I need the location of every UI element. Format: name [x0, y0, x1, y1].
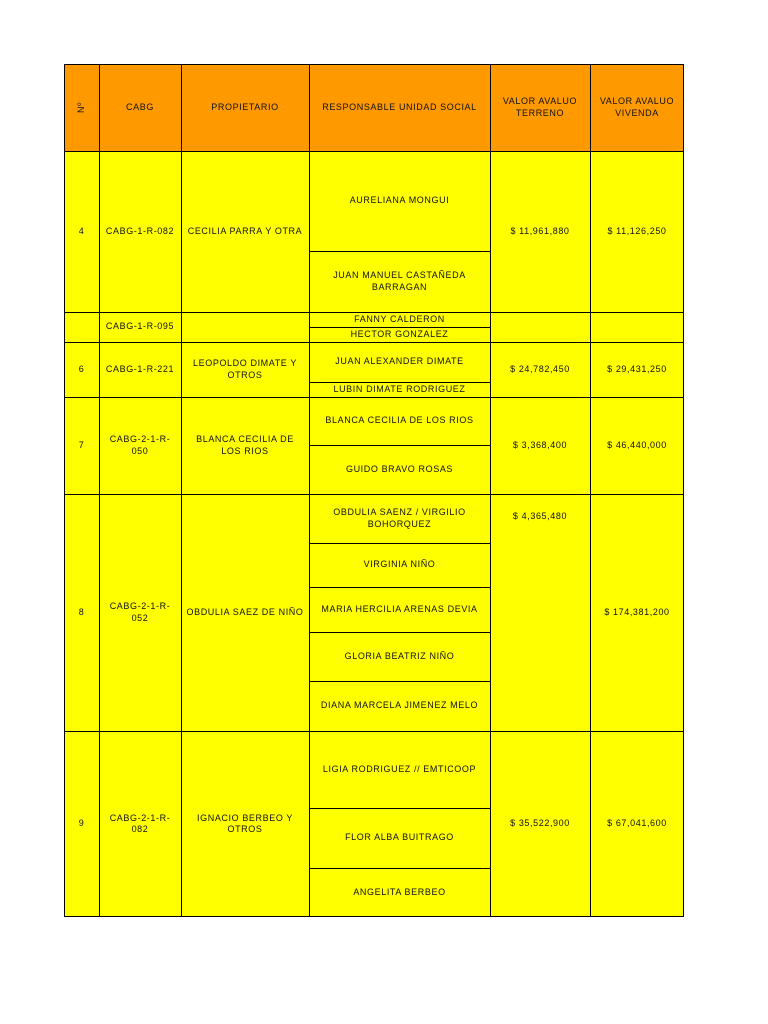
row-7-valor-terreno: $ 3,368,400: [512, 439, 568, 450]
row-9-responsable-2: FLOR ALBA BUITRAGO: [345, 832, 454, 843]
row-9-cabg: CABG-2-1-R-082: [109, 812, 171, 834]
row-9-valor-vivienda: $ 67,041,600: [607, 818, 667, 829]
grid-line: [181, 64, 182, 917]
grid-line: [309, 445, 490, 446]
row-7-responsable-1: BLANCA CECILIA DE LOS RIOS: [325, 415, 474, 426]
grid-line: [309, 681, 490, 682]
header-cabg: CABG: [126, 101, 154, 112]
row-8-propietario: OBDULIA SAEZ DE NIÑO: [186, 606, 304, 617]
grid-line: [309, 543, 490, 544]
grid-line: [64, 151, 684, 152]
grid-line: [64, 916, 684, 917]
grid-line: [64, 494, 684, 495]
grid-line: [309, 327, 490, 328]
row-5-no: [64, 312, 99, 342]
grid-line: [490, 64, 491, 917]
grid-line: [99, 64, 100, 917]
grid-line: [309, 632, 490, 633]
row-6-valor-vivienda: $ 29,431,250: [607, 363, 667, 374]
row-6-valor-terreno: $ 24,782,450: [510, 363, 570, 374]
grid-line: [64, 64, 65, 917]
row-8-responsable-5: DIANA MARCELA JIMENEZ MELO: [320, 700, 479, 711]
grid-line: [590, 64, 591, 917]
row-7-no: 7: [78, 439, 85, 450]
header-propietario: PROPIETARIO: [211, 101, 279, 112]
grid-line: [64, 342, 684, 343]
row-7-cabg: CABG-2-1-R-050: [109, 434, 171, 456]
row-9-no: 9: [78, 818, 85, 829]
grid-line: [309, 64, 310, 917]
grid-line: [309, 382, 490, 383]
row-8-responsable-1: OBDULIA SAENZ / VIRGILIO BOHORQUEZ: [333, 507, 466, 529]
header-responsable: RESPONSABLE UNIDAD SOCIAL: [322, 101, 477, 112]
row-6-responsable-1: JUAN ALEXANDER DIMATE: [335, 356, 464, 367]
row-5-responsable-2: HECTOR GONZALEZ: [350, 328, 449, 339]
grid-line: [309, 868, 490, 869]
header-valor-terreno: VALOR AVALUO TERRENO: [502, 96, 578, 118]
row-5-valor-vivienda: [590, 312, 684, 342]
valuation-table: [64, 64, 684, 917]
row-5-responsable-1: FANNY CALDERON: [354, 313, 445, 324]
header-valor-vivienda: VALOR AVALUO VIVENDA: [599, 96, 675, 118]
row-5-cabg: CABG-1-R-095: [105, 321, 175, 332]
row-5-propietario: [181, 312, 309, 342]
row-4-no: 4: [78, 225, 85, 236]
grid-line: [64, 64, 684, 65]
row-8-valor-terreno: $ 4,365,480: [512, 511, 568, 521]
row-4-propietario: CECILIA PARRA Y OTRA: [187, 225, 303, 236]
grid-line: [683, 64, 684, 917]
row-4-cabg: CABG-1-R-082: [105, 225, 175, 236]
grid-line: [64, 731, 684, 732]
row-9-valor-terreno: $ 35,522,900: [510, 818, 570, 829]
grid-line: [64, 312, 684, 313]
row-9-propietario: IGNACIO BERBEO Y OTROS: [197, 812, 293, 834]
header-no: Nº: [75, 102, 86, 113]
row-4-valor-terreno: $ 11,961,880: [510, 225, 570, 236]
row-8-valor-vivienda: $ 174,381,200: [604, 606, 670, 617]
row-5-valor-terreno: [490, 312, 590, 342]
row-4-responsable-1: AURELIANA MONGUI: [349, 195, 450, 206]
grid-line: [64, 397, 684, 398]
row-7-valor-vivienda: $ 46,440,000: [607, 439, 667, 450]
grid-line: [309, 587, 490, 588]
row-8-responsable-4: GLORIA BEATRIZ NIÑO: [344, 650, 455, 661]
row-4-valor-vivienda: $ 11,126,250: [607, 225, 667, 236]
row-6-no: 6: [78, 363, 85, 374]
row-9-responsable-1: LIGIA RODRIGUEZ // EMTICOOP: [322, 763, 477, 774]
row-7-responsable-2: GUIDO BRAVO ROSAS: [345, 463, 454, 474]
grid-line: [309, 808, 490, 809]
row-8-cabg: CABG-2-1-R-052: [109, 601, 171, 623]
row-7-propietario: BLANCA CECILIA DE LOS RIOS: [196, 434, 294, 456]
row-6-responsable-2: LUBIN DIMATE RODRIGUEZ: [333, 383, 466, 394]
row-6-propietario: LEOPOLDO DIMATE Y OTROS: [193, 358, 297, 380]
row-6-cabg: CABG-1-R-221: [105, 363, 175, 374]
row-9-responsable-3: ANGELITA BERBEO: [353, 886, 446, 897]
row-8-responsable-2: VIRGINIA NIÑO: [363, 559, 436, 570]
row-8-no: 8: [78, 606, 85, 617]
row-4-responsable-2: JUAN MANUEL CASTAÑEDA BARRAGAN: [333, 270, 466, 292]
row-8-responsable-3: MARIA HERCILIA ARENAS DEVIA: [321, 603, 478, 614]
grid-line: [309, 251, 490, 252]
